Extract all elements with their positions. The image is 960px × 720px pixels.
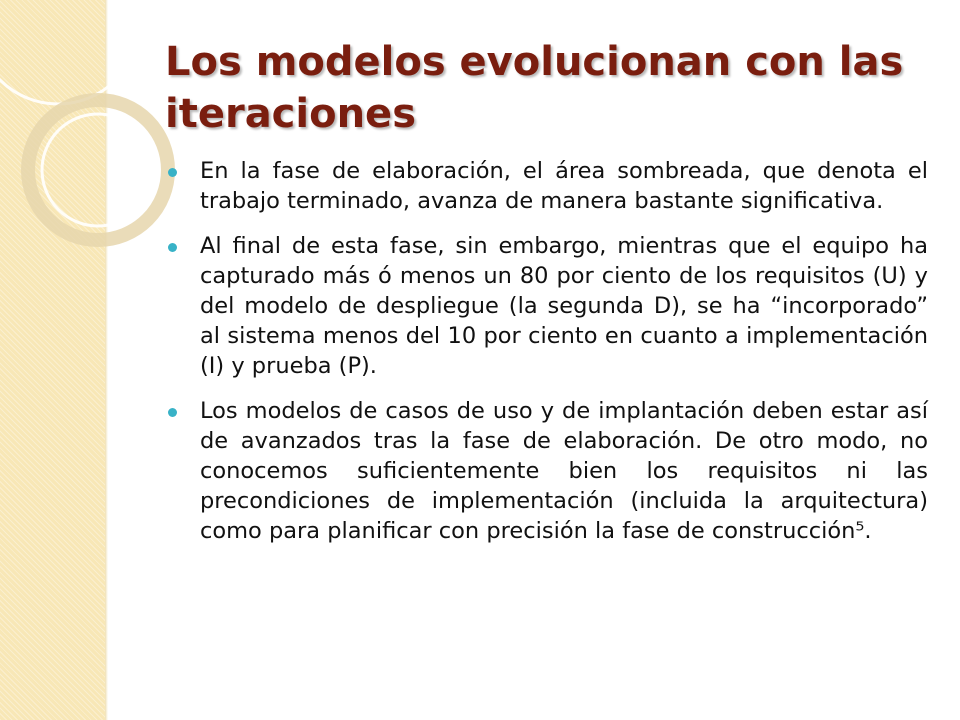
bullet-text: Los modelos de casos de uso y de implantación deben estar así de avanzados tras la fase de elaboración. De otro modo, no conocemos suficientemente bien los requisitos ni las precondiciones de implementación (incluida la arquitectura) como para planificar con precisión la fase de construcción⁵.: [200, 398, 928, 544]
ornament-circle-inner: [42, 114, 154, 226]
bullet-icon: [168, 168, 177, 177]
bullet-item: [166, 156, 928, 216]
ornament-circle-outer: [28, 100, 168, 240]
slide-title: Los modelos evolucionan con las iteraciones: [165, 39, 904, 137]
bullet-list: [166, 156, 928, 561]
bullet-item: [166, 231, 928, 381]
bullet-text: Al final de esta fase, sin embargo, mientras que el equipo ha capturado más ó menos un 80 por ciento de los requisitos (U) y del modelo de despliegue (la segunda D), se ha “incorporado” al sistema menos del 10 por ciento en cuanto a implementación (I) y prueba (P).: [200, 233, 928, 379]
ornament-circle-large: [0, 0, 140, 104]
bullet-text: En la fase de elaboración, el área sombreada, que denota el trabajo terminado, avanza de manera bastante significativa.: [200, 158, 928, 214]
bullet-icon: [168, 243, 177, 252]
bullet-icon: [168, 408, 177, 417]
bullet-item: [166, 396, 928, 546]
